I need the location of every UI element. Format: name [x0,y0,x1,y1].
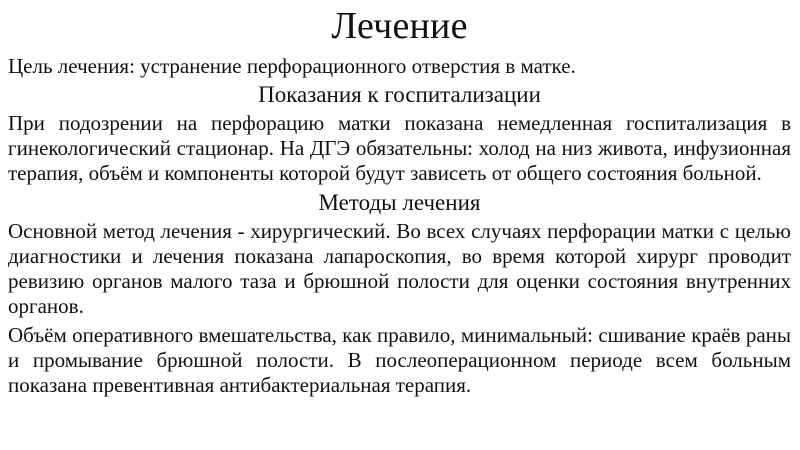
section-heading-treatment-methods: Методы лечения [318,190,481,215]
surgery-scope-paragraph: Объём оперативного вмешательства, как правило, минимальный: сшивание краёв раны и промывание брюшной полости. В послеоперационном периоде всем больным показана превентивная антибактериальная терапия. [8,323,791,397]
section-heading-hospitalization: Показания к госпитализации [258,82,541,107]
treatment-goal-text: Цель лечения: устранение перфорационного отверстия в матке. [8,54,576,78]
slide-title: Лечение [331,5,468,47]
treatment-methods-paragraph: Основной метод лечения - хирургический. Во всех случаях перфорации матки с целью диагностики и лечения показана лапароскопия, во время которой хирург проводит ревизию органов малого таза и брюшной полости для оценки состояния внутренних органов. [8,219,791,318]
hospitalization-paragraph: При подозрении на перфорацию матки показана немедленная госпитализация в гинекологический стационар. На ДГЭ обязательны: холод на низ живота, инфузионная терапия, объём и компоненты которой будут зависеть от общего состояния больной. [8,111,791,185]
